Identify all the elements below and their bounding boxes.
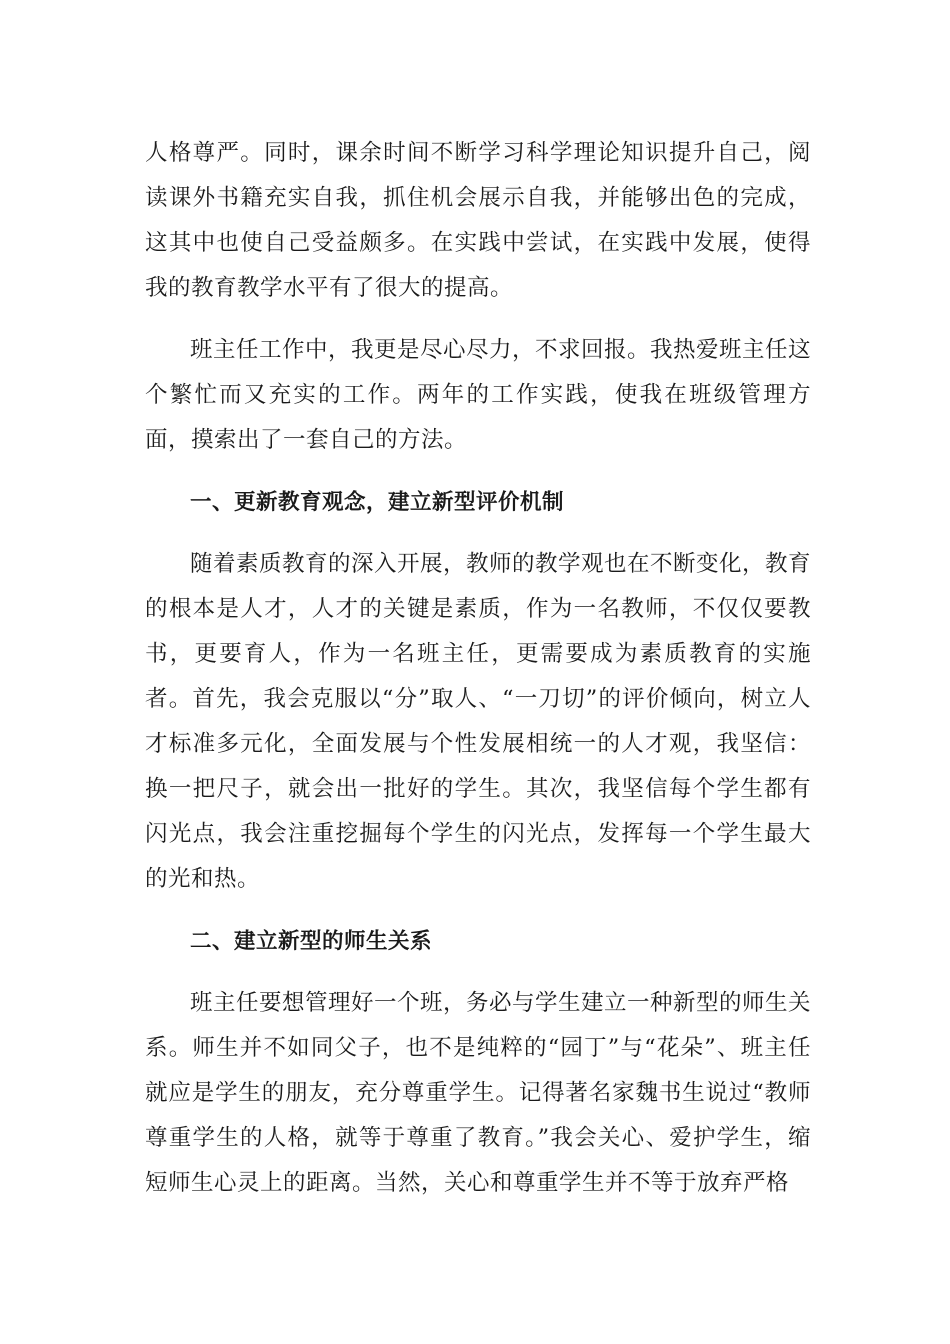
paragraph-gap: [145, 964, 811, 981]
paragraph-education-concept: 随着素质教育的深入开展，教师的教学观也在不断变化，教育的根本是人才，人才的关键是素质，作为一名教师，不仅仅要教书，更要育人，作为一名班主任，更需要成为素质教育的实施者。首先，我会克服以“分”取人、“一刀切”的评价倾向，树立人才标准多元化，全面发展与个性发展相统一的人才观，我坚信：换一把尺子，就会出一批好的学生。其次，我坚信每个学生都有闪光点，我会注重挖掘每个学生的闪光点，发挥每一个学生最大的光和热。: [145, 551, 812, 892]
document-body: [145, 131, 811, 1206]
paragraph-gap: [145, 463, 811, 480]
paragraph-head-teacher-work: 班主任工作中，我更是尽心尽力，不求回报。我热爱班主任这个繁忙而又充实的工作。两年的工作实践，使我在班级管理方面，摸索出了一套自己的方法。: [145, 337, 812, 453]
section-heading-2: 二、建立新型的师生关系: [190, 929, 433, 954]
paragraph-continuation: 人格尊严。同时，课余时间不断学习科学理论知识提升自己，阅读课外书籍充实自我，抓住机会展示自我，并能够出色的完成，这其中也使自己受益颇多。在实践中尝试，在实践中发展，使得我的教育教学水平有了很大的提高。: [145, 140, 811, 301]
paragraph-gap: [145, 525, 811, 542]
paragraph-gap: [145, 311, 811, 328]
paragraph-teacher-student-relationship: 班主任要想管理好一个班，务必与学生建立一种新型的师生关系。师生并不如同父子，也不是纯粹的“园丁”与“花朵”、班主任就应是学生的朋友，充分尊重学生。记得著名家魏书生说过“教师尊重学生的人格，就等于尊重了教育。”我会关心、爱护学生，缩短师生心灵上的距离。当然，关心和尊重学生并不等于放弃严格: [145, 990, 812, 1196]
paragraph-gap: [145, 902, 811, 919]
section-heading-1: 一、更新教育观念，建立新型评价机制: [190, 490, 565, 515]
